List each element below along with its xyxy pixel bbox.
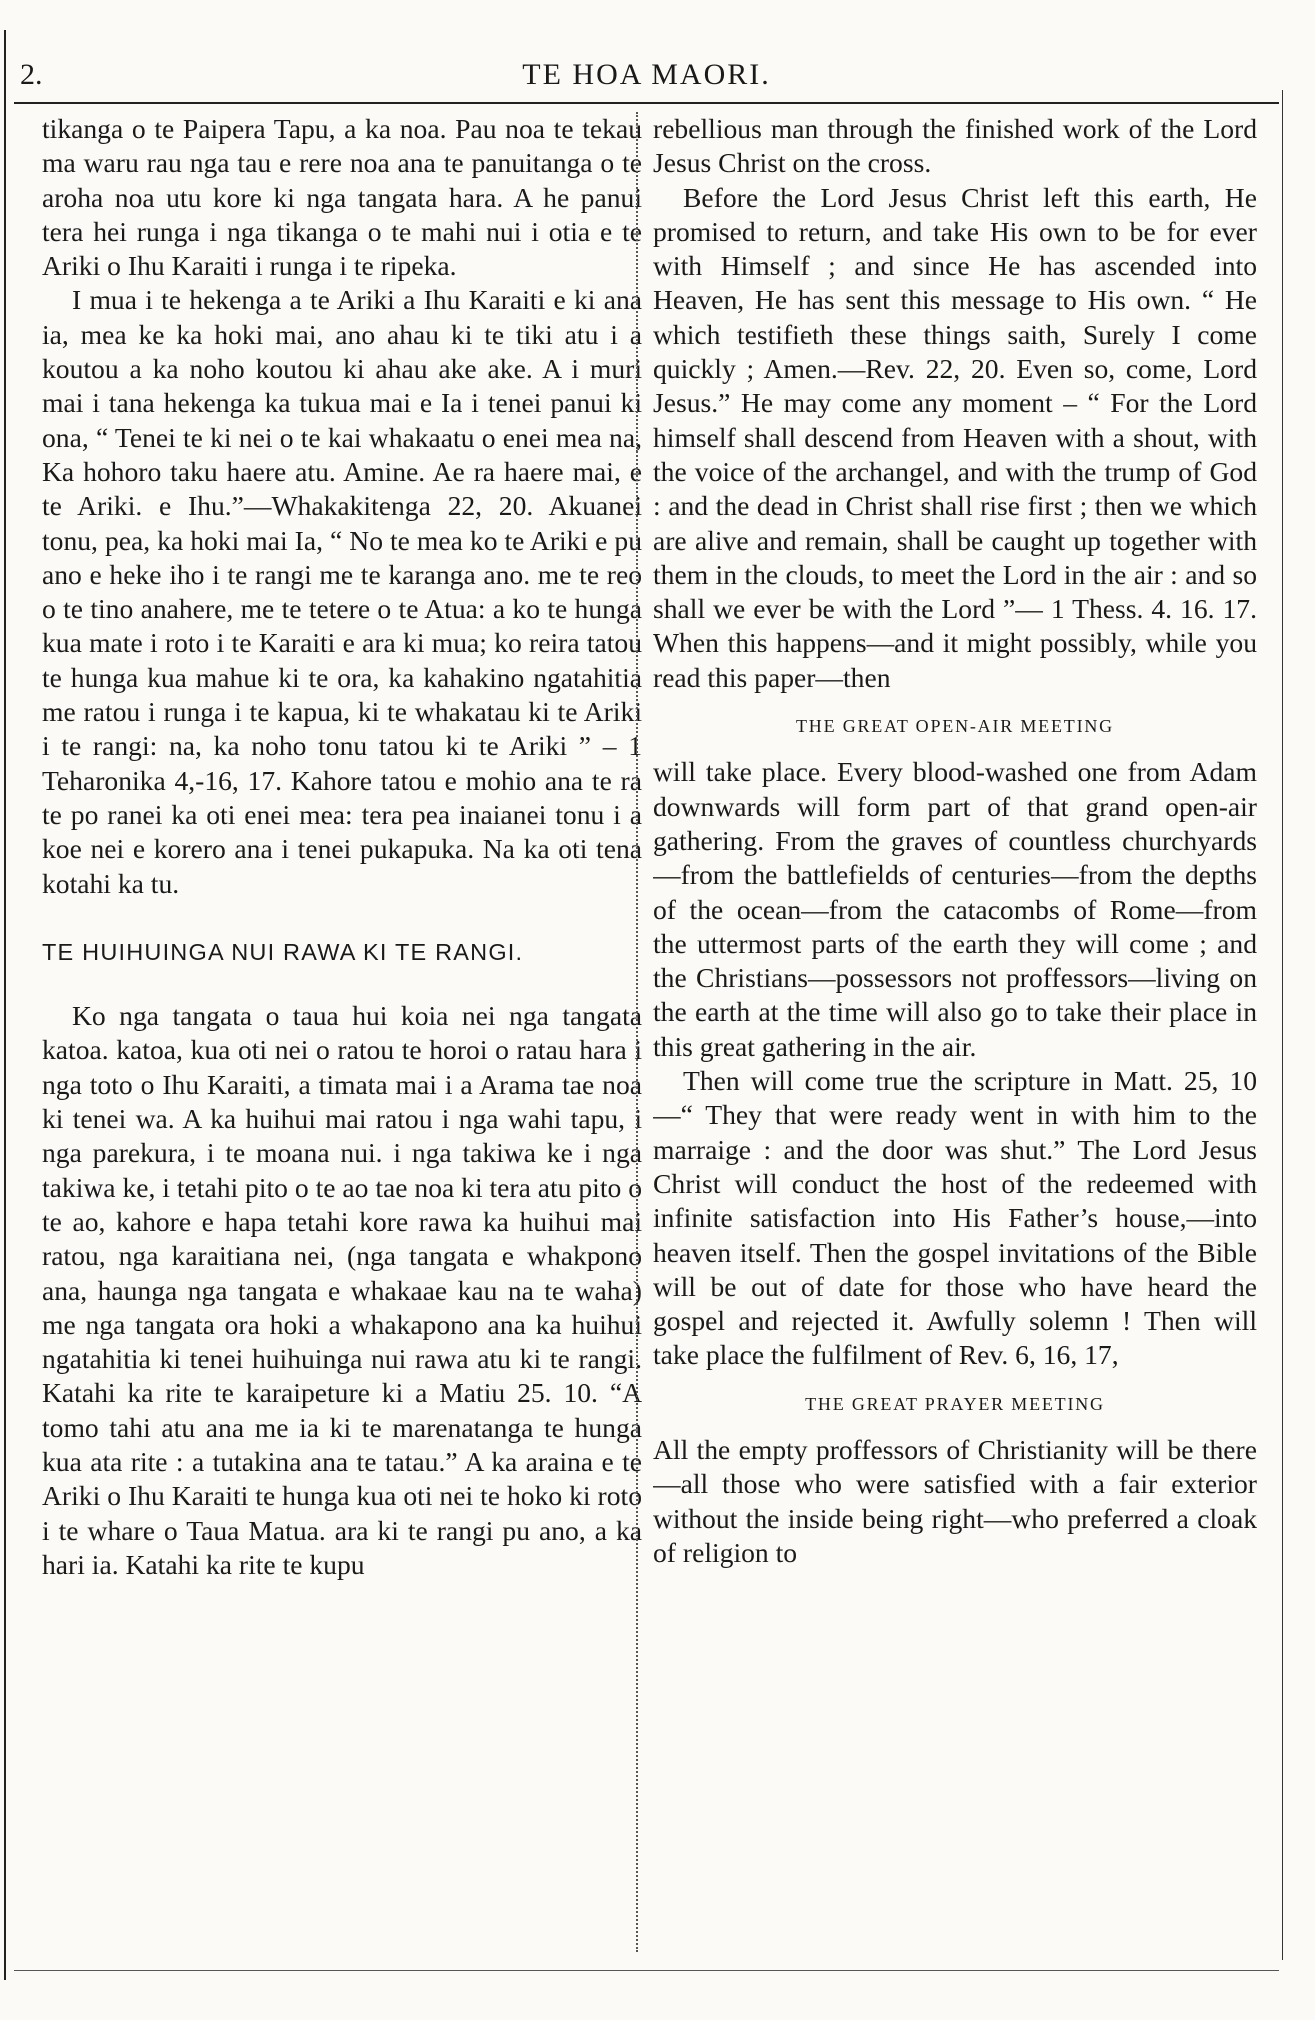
page-number: 2.: [20, 58, 43, 91]
prayer-meeting-heading: THE GREAT PRAYER MEETING: [805, 1393, 1105, 1414]
english-paragraph-5: All the empty proffessors of Christianity will be there—all those who were satisfied with a fair exterior without the inside being right—who preferred a cloak of religion to: [653, 1433, 1257, 1568]
open-air-meeting-heading: THE GREAT OPEN-AIR MEETING: [796, 716, 1114, 737]
english-column: [653, 112, 1257, 1952]
maori-column: [42, 112, 642, 1952]
masthead-title: TE HOA MAORI.: [522, 58, 771, 91]
english-paragraph-1: rebellious man through the finished work of the Lord Jesus Christ on the cross.: [653, 113, 1257, 179]
maori-paragraph-1: tikanga o te Paipera Tapu, a ka noa. Pau noa te tekau ma waru rau nga tau e rere noa ana te panuitanga o te aroha noa utu kore ki nga tangata hara. A he panui tera hei runga i nga tikanga o te mahi nui i otia e te Ariki o Ihu Karaiti i runga i te ripeka.: [42, 113, 642, 282]
maori-paragraph-2: I mua i te hekenga a te Ariki a Ihu Karaiti e ki ana ia, mea ke ka hoki mai, ano ahau ki te tiki atu i a koutou a ka noho koutou ki ahau ake ake. A i muri mai i tana hekenga ka tukua mai e Ia i tenei panui ki ona, “ Tenei te ki nei o te kai whakaatu o enei mea na, Ka hohoro taku haere atu. Amine. Ae ra haere mai, e te Ariki. e Ihu.”—Whakakitenga 22, 20. Akuanei tonu, pea, ka hoki mai Ia, “ No te mea ko te Ariki e pu ano e heke iho i te rangi me te karanga ano. me te reo o te tino anahere, me te tetere o te Atua: a ko te hunga kua mate i roto i te Karaiti e ara ki mua; ko reira tatou te hunga kua mahue ki te ora, ka kahakino ngatahitia me ratou i runga i te kapua, ki te whakatau ki te Ariki i te rangi: na, ka noho tonu tatou ki te Ariki ” – 1 Teharonika 4,-16, 17. Kahore tatou e mohio ana te ra te po ranei ka oti enei mea: tera pea inaianei tonu i a koe nei e korero ana i tenei pukapuka. Na ka oti tena kotahi ka tu.: [42, 284, 642, 899]
page-header: [14, 52, 1279, 104]
maori-paragraph-3: Ko nga tangata o taua hui koia nei nga tangata katoa. katoa, kua oti nei o ratou te horoi o ratau hara i nga toto o Ihu Karaiti, a timata mai i a Arama tae noa ki tenei wa. A ka huihui mai ratou i nga wahi tapu, i nga parekura, i te moana nui. i nga takiwa ke i nga takiwa ke, i tetahi pito o te ao tae noa ki tera atu pito o te ao, kahore e hapa tetahi kore rawa ka huihui mai ratou, nga karaitiana nei, (nga tangata e whakpono ana, haunga nga tangata e whakaae kau na te waha) me nga tangata ora hoki a whakapono ana ka huihui ngatahitia ki tenei huihuinga nui rawa atu ki te rangi. Katahi ka rite te karaipeture ki a Matiu 25. 10. “A tomo tahi atu ana me ia ki te marenatanga te hunga kua ata rite : a tutakina ana te tatau.” A ka araina e te Ariki o Ihu Karaiti te hunga kua oti nei te hoko ki roto i te whare o Taua Matua. ara ki te rangi pu ano, a ka hari ia. Katahi ka rite te kupu: [42, 1000, 642, 1580]
english-paragraph-2: Before the Lord Jesus Christ left this earth, He promised to return, and take His own to be for ever with Himself ; and since He has ascended into Heaven, He has sent this message to His own. “ He which testifieth these things saith, Surely I come quickly ; Amen.—Rev. 22, 20. Even so, come, Lord Jesus.” He may come any moment – “ For the Lord himself shall descend from Heaven with a shout, with the voice of the archangel, and with the trump of God : and the dead in Christ shall rise first ; then we which are alive and remain, shall be caught up together with them in the clouds, to meet the Lord in the air : and so shall we ever be with the Lord ”— 1 Thess. 4. 16. 17. When this happens—and it might possibly, while you read this paper—then: [653, 181, 1257, 693]
bottom-rule: [14, 1970, 1279, 1971]
maori-section-heading: TE HUIHUINGA NUI RAWA KI TE RANGI.: [42, 938, 524, 965]
english-paragraph-4: Then will come true the scripture in Matt. 25, 10—“ They that were ready went in with him to the marraige : and the door was shut.” The Lord Jesus Christ will conduct the host of the redeemed with infinite satisfaction into His Father’s house,—into heaven itself. Then the gospel invitations of the Bible will be out of date for those who have heard the gospel and rejected it. Awfully solemn ! Then will take place the fulfilment of Rev. 6, 16, 17,: [653, 1065, 1257, 1371]
english-paragraph-3: will take place. Every blood-washed one from Adam downwards will form part of that grand open-air gathering. From the graves of countless churchyards—from the battlefields of centuries—from the depths of the ocean—from the catacombs of Rome—from the uttermost parts of the earth they will come ; and the Christians—possessors not proffessors—living on the earth at the time will also go to take their place in this great gathering in the air.: [653, 756, 1257, 1062]
left-border-rule: [4, 30, 6, 1980]
right-border-rule: [1282, 90, 1283, 1960]
column-divider: [636, 112, 638, 1952]
